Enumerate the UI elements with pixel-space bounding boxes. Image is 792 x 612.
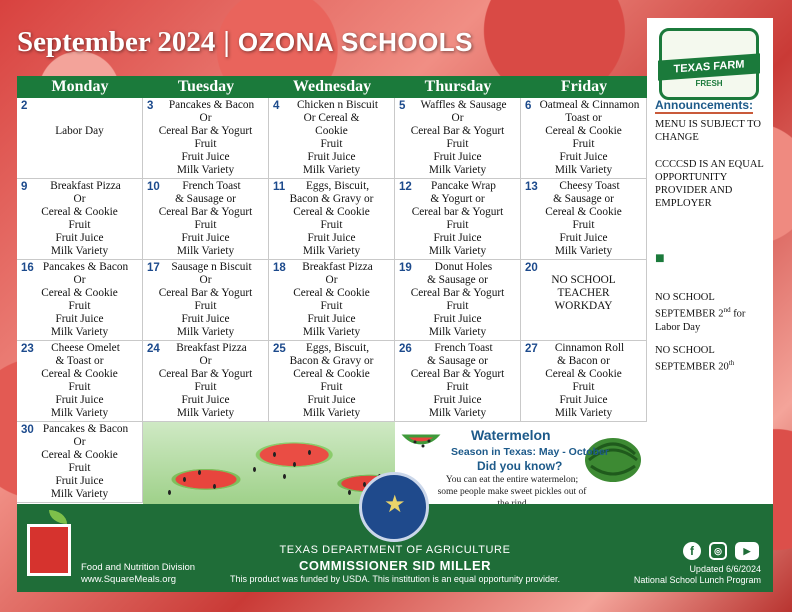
watermelon-slice-icon <box>401 428 441 468</box>
day-number: 24 <box>147 343 160 355</box>
menu-line: Cereal & Cookie <box>293 368 370 380</box>
watermelon-info <box>395 422 647 504</box>
menu-line: Milk Variety <box>176 245 235 257</box>
day-cell <box>269 260 395 341</box>
menu-line: Fruit Juice <box>55 232 104 244</box>
day-cell <box>143 179 269 260</box>
day-header-thursday: Thursday <box>395 76 521 98</box>
day-number: 2 <box>21 100 28 112</box>
day-cell <box>521 341 647 422</box>
day-cell <box>17 422 143 503</box>
instagram-icon[interactable]: ◎ <box>709 542 727 560</box>
day-cell <box>143 341 269 422</box>
footer-usda-note: This product was funded by USDA. This institution is an equal opportunity provider. <box>229 574 560 584</box>
menu-line: Fruit Juice <box>433 151 482 163</box>
menu-line: NO SCHOOL <box>551 274 616 286</box>
menu-line: Fruit Juice <box>559 394 608 406</box>
day-number: 10 <box>147 181 160 193</box>
menu-line: Milk Variety <box>428 407 487 419</box>
logo-title: TEXAS FARM <box>658 53 760 80</box>
menu-line: Milk Variety <box>50 245 109 257</box>
promo-did-you-know: Did you know? <box>477 459 563 473</box>
month-title: September 2024 <box>17 26 216 58</box>
youtube-icon[interactable]: ▶ <box>735 542 759 560</box>
day-cell <box>269 98 395 179</box>
menu-line: Pancake Wrap <box>431 180 496 192</box>
menu-line <box>17 112 142 125</box>
menu-line: Cereal & Cookie <box>293 206 370 218</box>
menu-line: Fruit <box>68 381 91 393</box>
watermelon-seed <box>198 470 201 475</box>
menu-line: Fruit <box>194 138 217 150</box>
menu-line: French Toast <box>182 180 241 192</box>
day-cell <box>143 260 269 341</box>
menu-line: Fruit <box>68 219 91 231</box>
day-cell <box>17 98 143 179</box>
menu-line: Milk Variety <box>50 407 109 419</box>
menu-line: Fruit Juice <box>307 232 356 244</box>
menu-line: Milk Variety <box>302 407 361 419</box>
logo-subtitle: FRESH <box>695 79 723 88</box>
menu-line: Cereal & Cookie <box>41 287 118 299</box>
day-number: 20 <box>525 262 538 274</box>
menu-line: Fruit Juice <box>181 232 230 244</box>
day-cell <box>17 341 143 422</box>
menu-line: Milk Variety <box>176 164 235 176</box>
menu-line: Milk Variety <box>554 245 613 257</box>
title-separator: | <box>223 26 230 58</box>
menu-line: Milk Variety <box>428 326 487 338</box>
menu-line: Breakfast Pizza <box>50 180 121 192</box>
menu-line: Or <box>199 355 212 367</box>
menu-line: Toast or <box>565 112 602 124</box>
notice-menu-change: MENU IS SUBJECT TO CHANGE <box>655 119 761 143</box>
menu-line: Cereal Bar & Yogurt <box>410 368 505 380</box>
menu-line: Cookie <box>315 125 348 137</box>
menu-line: Cereal Bar & Yogurt <box>410 125 505 137</box>
menu-line: Cereal & Cookie <box>41 449 118 461</box>
watermelon-seed <box>213 484 216 489</box>
menu-line: Cereal bar & Yogurt <box>411 206 504 218</box>
watermelon-seed <box>348 490 351 495</box>
school-name: OZONA SCHOOLS <box>237 27 474 57</box>
menu-calendar <box>17 76 647 504</box>
day-header-monday: Monday <box>17 76 143 98</box>
menu-line: Waffles & Sausage <box>420 99 507 111</box>
watermelon-seed <box>283 474 286 479</box>
menu-line: Cereal Bar & Yogurt <box>158 368 253 380</box>
menu-line: Labor Day <box>55 125 104 137</box>
whole-watermelon-icon <box>581 430 645 486</box>
notice-no-school-labor-day: NO SCHOOL SEPTEMBER 2nd for Labor Day <box>655 292 746 333</box>
menu-line: & Sausage or <box>427 274 488 286</box>
apple-leaf-icon <box>49 510 67 524</box>
menu-line: Fruit <box>572 138 595 150</box>
menu-line: Pancakes & Bacon <box>168 99 255 111</box>
menu-line: Milk Variety <box>428 164 487 176</box>
menu-line: Fruit <box>68 300 91 312</box>
menu-line: Or Cereal & <box>303 112 360 124</box>
watermelon-seed <box>253 467 256 472</box>
day-number: 27 <box>525 343 538 355</box>
day-number: 25 <box>273 343 286 355</box>
menu-line: Milk Variety <box>428 245 487 257</box>
menu-line: & Bacon or <box>557 355 610 367</box>
menu-line: Fruit <box>572 219 595 231</box>
day-header-tuesday: Tuesday <box>143 76 269 98</box>
menu-line: Cinnamon Roll <box>554 342 625 354</box>
menu-line: Milk Variety <box>176 407 235 419</box>
footer-commissioner: COMMISSIONER SID MILLER <box>298 558 492 573</box>
menu-line: Milk Variety <box>302 245 361 257</box>
menu-line: Or <box>325 274 338 286</box>
day-cell <box>521 98 647 179</box>
menu-line: Or <box>199 112 212 124</box>
menu-line: & Sausage or <box>175 193 236 205</box>
footer-website[interactable]: www.SquareMeals.org <box>81 574 177 585</box>
promo-title: Watermelon <box>471 427 551 443</box>
menu-line: Milk Variety <box>50 488 109 500</box>
menu-line: Bacon & Gravy or <box>289 355 374 367</box>
menu-line: French Toast <box>434 342 493 354</box>
menu-line: Fruit Juice <box>55 475 104 487</box>
day-number: 19 <box>399 262 412 274</box>
menu-line: Fruit Juice <box>433 313 482 325</box>
menu-line: Fruit Juice <box>55 313 104 325</box>
facebook-icon[interactable]: f <box>683 542 701 560</box>
menu-line: Cheese Omelet <box>51 342 120 354</box>
menu-line: Sausage n Biscuit <box>171 261 252 273</box>
menu-line: Cereal Bar & Yogurt <box>158 206 253 218</box>
day-number: 4 <box>273 100 280 112</box>
menu-line: Fruit <box>194 381 217 393</box>
menu-line: Cereal & Cookie <box>545 125 622 137</box>
menu-line: Fruit Juice <box>181 313 230 325</box>
day-header-friday: Friday <box>521 76 647 98</box>
menu-line: Eggs, Biscuit, <box>305 342 370 354</box>
day-cell <box>395 179 521 260</box>
menu-line: Fruit <box>194 219 217 231</box>
day-cell <box>17 260 143 341</box>
day-number: 17 <box>147 262 160 274</box>
menu-line: TEACHER <box>557 287 610 299</box>
day-number: 30 <box>21 424 34 436</box>
menu-line: Fruit <box>68 462 91 474</box>
menu-line: Fruit Juice <box>559 232 608 244</box>
menu-line: Cereal & Cookie <box>545 206 622 218</box>
menu-line: Breakfast Pizza <box>176 342 247 354</box>
day-number: 5 <box>399 100 406 112</box>
footer-updated: Updated 6/6/2024 <box>689 564 761 574</box>
social-links <box>683 542 759 560</box>
day-number: 9 <box>21 181 28 193</box>
menu-line: Fruit Juice <box>55 394 104 406</box>
menu-line: Oatmeal & Cinnamon <box>539 99 640 111</box>
menu-line: Or <box>199 274 212 286</box>
menu-line: Fruit <box>446 381 469 393</box>
menu-line: & Yogurt or <box>430 193 485 205</box>
watermelon-photo <box>143 422 395 504</box>
menu-line: Milk Variety <box>554 407 613 419</box>
watermelon-seed <box>308 450 311 455</box>
menu-line: Fruit Juice <box>307 313 356 325</box>
menu-line: & Sausage or <box>553 193 614 205</box>
day-number: 18 <box>273 262 286 274</box>
menu-line: & Sausage or <box>427 355 488 367</box>
menu-line: Donut Holes <box>434 261 493 273</box>
day-cell <box>269 179 395 260</box>
menu-line: Milk Variety <box>302 326 361 338</box>
menu-line: Fruit Juice <box>433 232 482 244</box>
menu-line: Fruit <box>320 138 343 150</box>
menu-line: Milk Variety <box>50 326 109 338</box>
watermelon-seed <box>293 462 296 467</box>
announcements-panel <box>647 18 773 504</box>
menu-line: Fruit <box>446 300 469 312</box>
day-cell <box>521 179 647 260</box>
menu-line: Pancakes & Bacon <box>42 261 129 273</box>
menu-line <box>17 99 142 112</box>
menu-line: Cereal Bar & Yogurt <box>158 125 253 137</box>
menu-line <box>521 261 646 274</box>
menu-line: Fruit <box>320 300 343 312</box>
menu-line: Fruit Juice <box>181 394 230 406</box>
promo-season: Season in Texas: May - October <box>451 446 609 458</box>
menu-line: Or <box>73 193 86 205</box>
day-cell <box>521 260 647 341</box>
menu-line: Cereal & Cookie <box>545 368 622 380</box>
watermelon-seed <box>183 477 186 482</box>
menu-line: Fruit <box>446 138 469 150</box>
menu-line: Eggs, Biscuit, <box>305 180 370 192</box>
menu-line: & Toast or <box>55 355 104 367</box>
notice-no-school-20th: NO SCHOOL SEPTEMBER 20th <box>655 345 735 373</box>
watermelon-seed <box>168 490 171 495</box>
watermelon-seed <box>273 452 276 457</box>
menu-line: WORKDAY <box>554 300 613 312</box>
day-header-wednesday: Wednesday <box>269 76 395 98</box>
menu-line: Milk Variety <box>302 164 361 176</box>
menu-line: Bacon & Gravy or <box>289 193 374 205</box>
day-number: 16 <box>21 262 34 274</box>
menu-line: Cereal & Cookie <box>41 206 118 218</box>
menu-line: Fruit <box>320 219 343 231</box>
promo-fact: You can eat the entire watermelon; some people make sweet pickles out of <box>437 475 587 497</box>
menu-line: Cereal & Cookie <box>293 287 370 299</box>
menu-line: Fruit <box>446 219 469 231</box>
footer-department: TEXAS DEPARTMENT OF AGRICULTURE <box>279 544 511 556</box>
day-number: 11 <box>273 181 286 193</box>
menu-line: Fruit <box>320 381 343 393</box>
menu-line: Milk Variety <box>176 326 235 338</box>
menu-line: Fruit Juice <box>433 394 482 406</box>
day-cell <box>143 98 269 179</box>
texas-farm-fresh-logo <box>659 28 759 100</box>
menu-line: Breakfast Pizza <box>302 261 373 273</box>
day-number: 13 <box>525 181 538 193</box>
menu-line: Fruit <box>194 300 217 312</box>
menu-line: Pancakes & Bacon <box>42 423 129 435</box>
day-number: 26 <box>399 343 412 355</box>
day-cell <box>395 98 521 179</box>
menu-line: Fruit Juice <box>559 151 608 163</box>
menu-line: Fruit Juice <box>307 151 356 163</box>
menu-line: Fruit <box>572 381 595 393</box>
menu-line: Chicken n Biscuit <box>297 99 378 111</box>
day-cell <box>395 341 521 422</box>
footer-division: Food and Nutrition Division <box>81 562 196 573</box>
day-number: 6 <box>525 100 532 112</box>
day-number: 12 <box>399 181 412 193</box>
texas-map-icon: ■ <box>655 250 665 267</box>
day-cell <box>17 179 143 260</box>
menu-line: Or <box>73 436 86 448</box>
menu-line: Cereal & Cookie <box>41 368 118 380</box>
day-cell <box>395 260 521 341</box>
footer-program: National School Lunch Program <box>633 575 761 585</box>
menu-line: Milk Variety <box>554 164 613 176</box>
page-title <box>17 26 473 66</box>
day-number: 3 <box>147 100 154 112</box>
menu-line: Or <box>73 274 86 286</box>
menu-line: Cheesy Toast <box>559 180 620 192</box>
day-cell <box>269 341 395 422</box>
day-number: 23 <box>21 343 34 355</box>
announcements-title: Announcements: <box>655 98 754 112</box>
menu-line: Cereal Bar & Yogurt <box>410 287 505 299</box>
menu-line: Fruit Juice <box>181 151 230 163</box>
menu-line: Or <box>451 112 464 124</box>
agriculture-seal <box>359 472 429 542</box>
menu-line: Cereal Bar & Yogurt <box>158 287 253 299</box>
watermelon-promo <box>143 422 647 504</box>
menu-line: Fruit Juice <box>307 394 356 406</box>
notice-equal-opportunity: CCCCSD IS AN EQUAL OPPORTUNITY PROVIDER AND EMPLOYER <box>655 159 764 209</box>
